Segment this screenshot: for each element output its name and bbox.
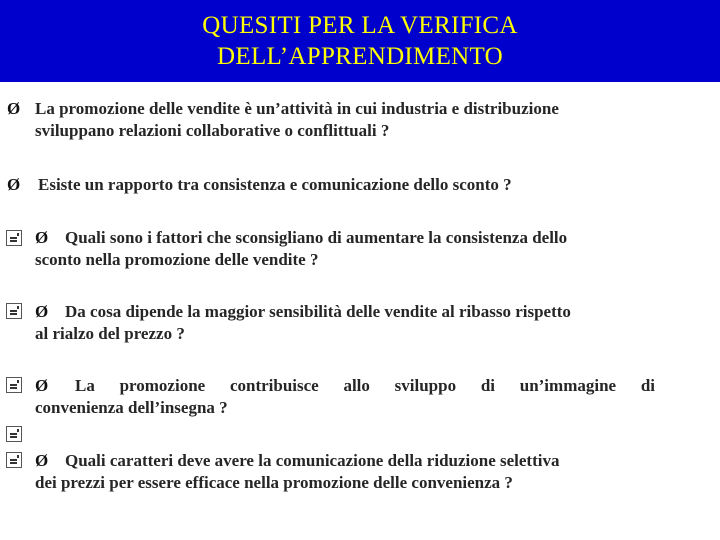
question-4 — [35, 301, 655, 345]
note-icon — [6, 303, 22, 319]
bullet-arrow-icon: Ø — [35, 302, 49, 321]
question-5-line-1: La promozione contribuisce allo sviluppo di un’immagine di — [75, 376, 655, 395]
note-icon — [6, 230, 22, 246]
bullet-arrow-icon: Ø — [35, 451, 49, 470]
question-5 — [35, 375, 655, 419]
question-4-line-2: al rialzo del prezzo ? — [35, 324, 185, 343]
note-icon — [6, 426, 22, 442]
bullet-arrow-icon: Ø — [35, 228, 49, 247]
question-6-line-1: Quali caratteri deve avere la comunicazione della riduzione selettiva — [65, 451, 560, 470]
question-6-line-2: dei prezzi per essere efficace nella promozione delle convenienza ? — [35, 473, 513, 492]
title-banner — [0, 0, 720, 82]
question-1-line-1: La promozione delle vendite è un’attività in cui industria e distribuzione — [35, 99, 559, 118]
slide-title-line-1: QUESITI PER LA VERIFICA — [202, 12, 518, 39]
question-3-line-2: sconto nella promozione delle vendite ? — [35, 250, 319, 269]
bullet-arrow-icon: Ø — [35, 376, 49, 395]
question-1 — [35, 98, 655, 142]
question-2-line-1: Esiste un rapporto tra consistenza e comunicazione dello sconto ? — [38, 175, 512, 194]
bullet-arrow-icon: Ø — [7, 175, 21, 194]
note-icon — [6, 452, 22, 468]
slide-title-line-2: DELL’APPRENDIMENTO — [217, 43, 503, 70]
question-4-line-1: Da cosa dipende la maggior sensibilità delle vendite al ribasso rispetto — [65, 302, 571, 321]
bullet-arrow-icon: Ø — [7, 99, 21, 118]
note-icon — [6, 377, 22, 393]
question-5-line-2: convenienza dell’insegna ? — [35, 398, 228, 417]
question-2 — [38, 174, 658, 196]
question-3-line-1: Quali sono i fattori che sconsigliano di aumentare la consistenza dello — [65, 228, 568, 247]
question-1-line-2: sviluppano relazioni collaborative o conflittuali ? — [35, 121, 390, 140]
question-3 — [35, 227, 655, 271]
question-6 — [35, 450, 655, 494]
